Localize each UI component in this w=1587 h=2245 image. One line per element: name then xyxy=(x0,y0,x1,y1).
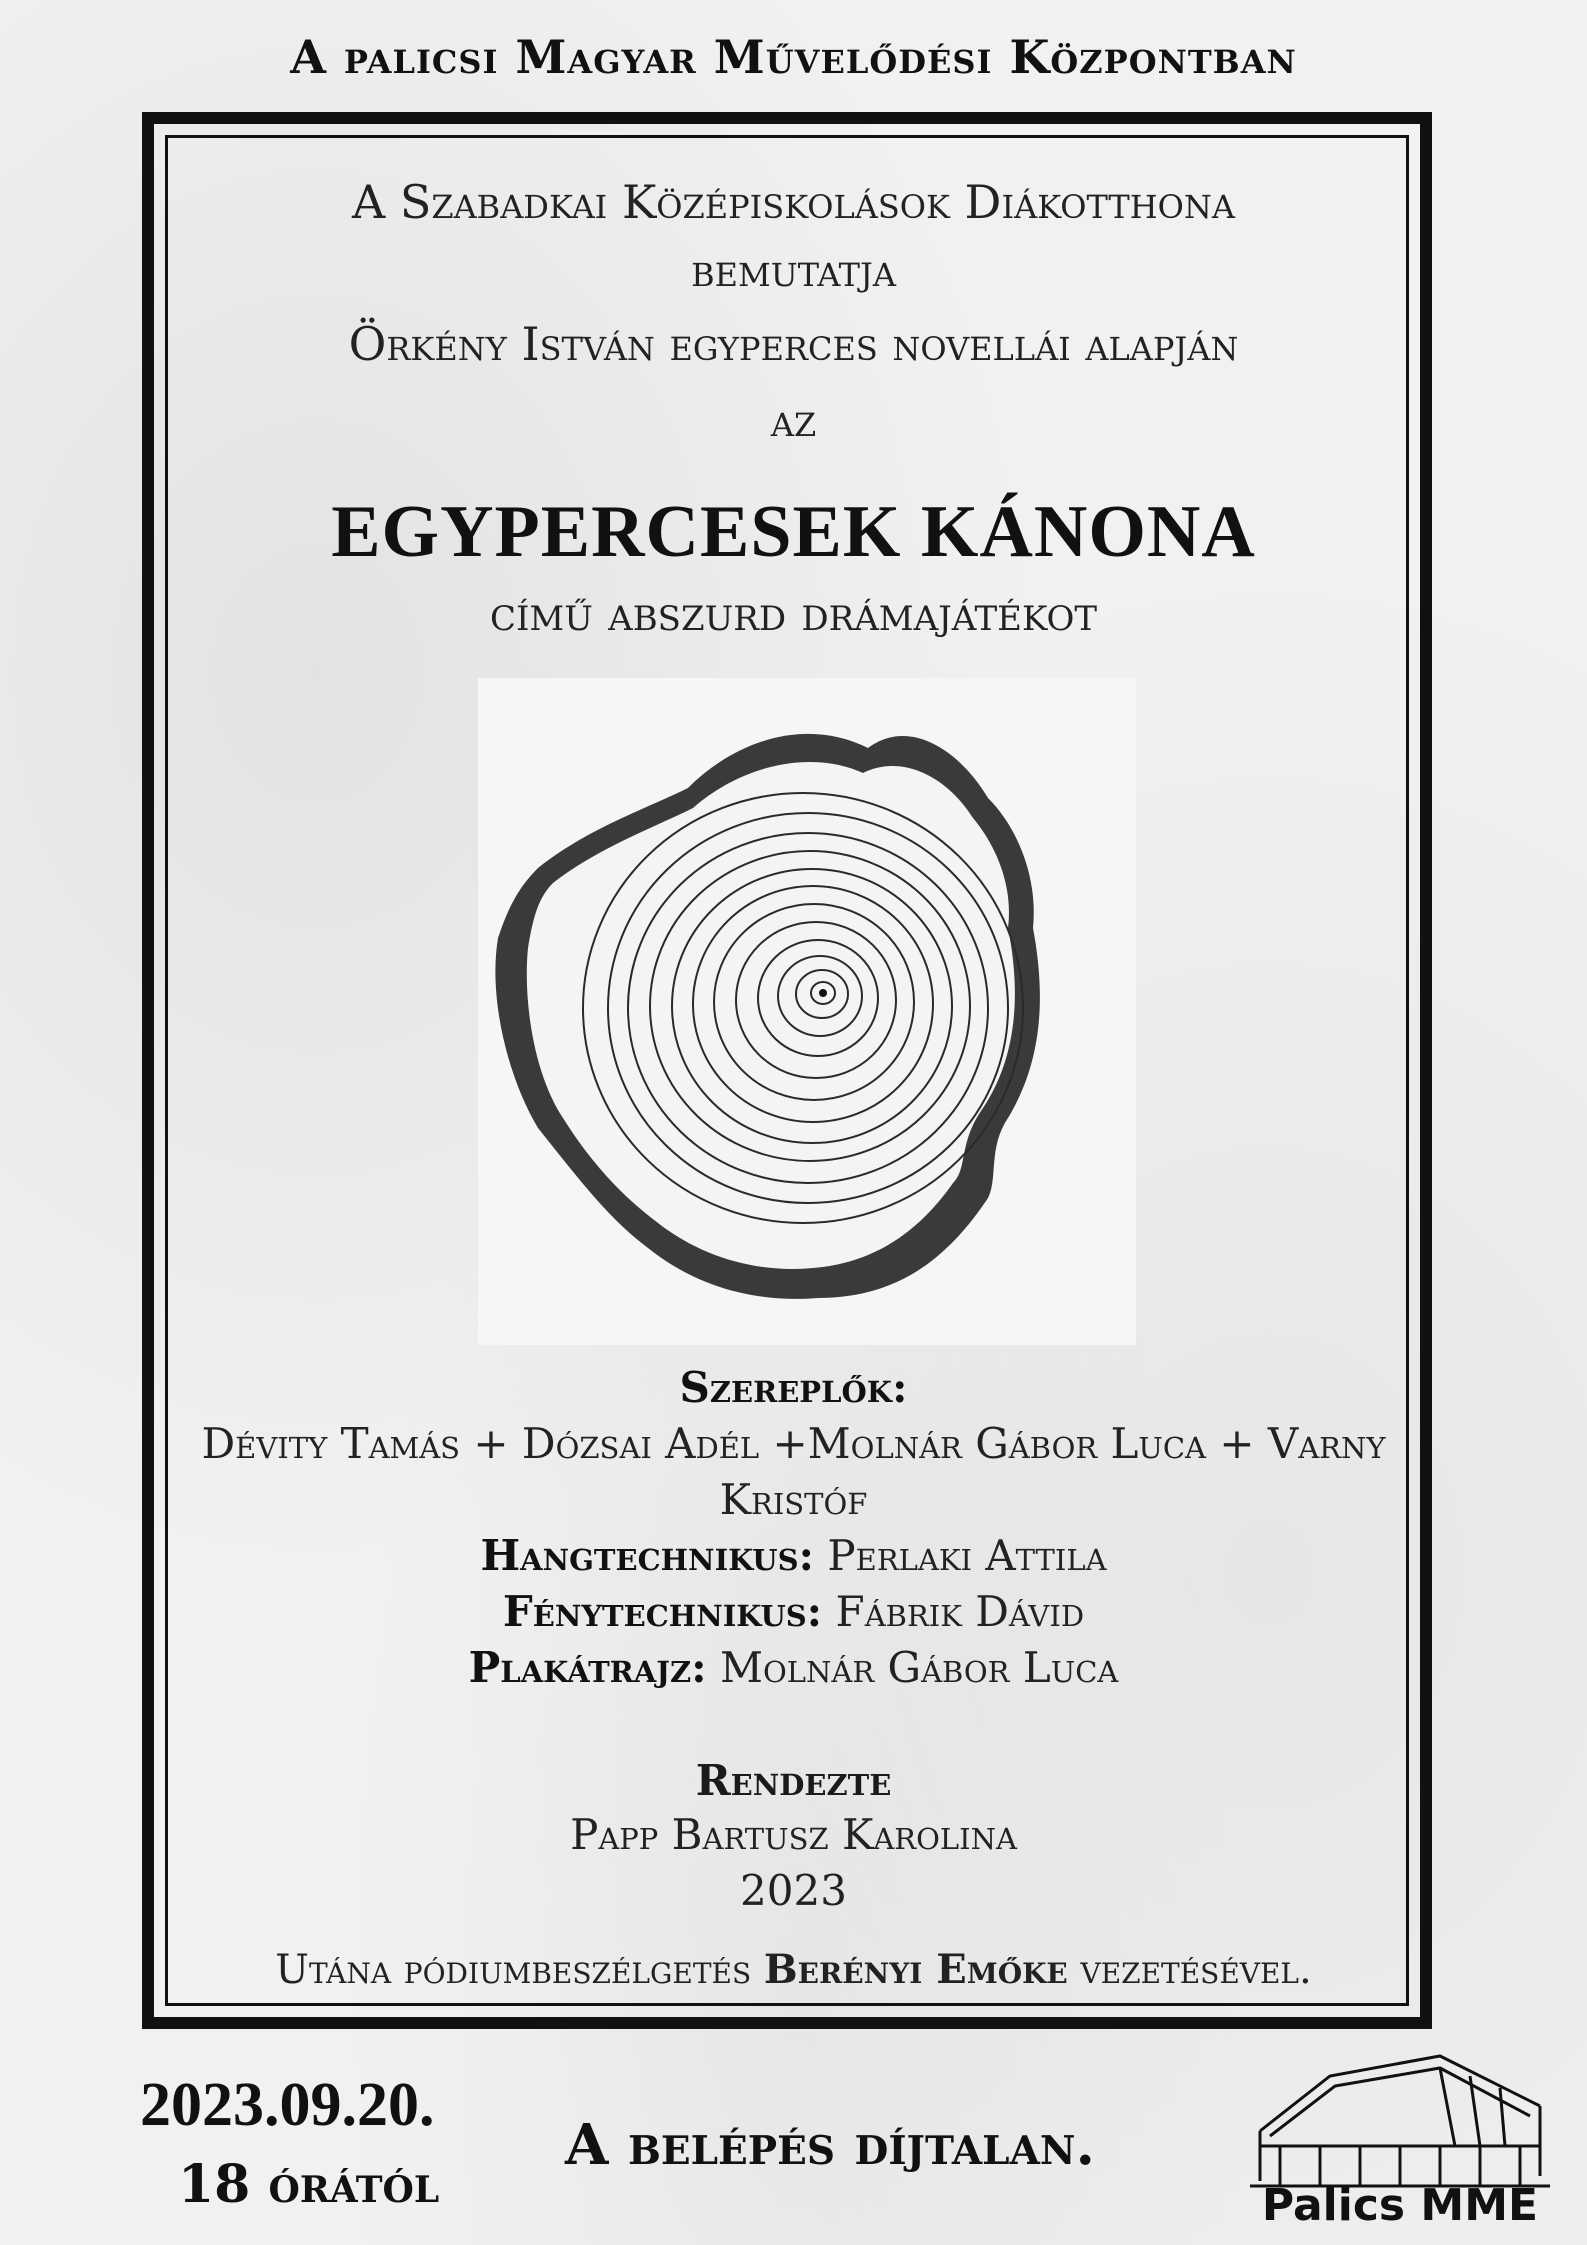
play-subtitle: című abszurd drámajátékot xyxy=(489,586,1098,642)
intro-line-4: az xyxy=(770,393,817,447)
intro-line-2: bemutatja xyxy=(691,243,896,297)
event-time: 18 órától xyxy=(178,2154,440,2215)
after-suffix: vezetésével. xyxy=(1080,1947,1312,1993)
director-year: 2023 xyxy=(740,1866,847,1915)
intro-line-1: A Szabadkai Középiskolások Diákotthona xyxy=(351,175,1236,229)
light-name: Fábrik Dávid xyxy=(835,1587,1085,1636)
logo-text: Palics MME xyxy=(1261,2180,1539,2231)
venue-line: A palicsi Magyar Művelődési Központban xyxy=(290,30,1297,84)
credits-block xyxy=(0,1360,1587,1696)
intro-line-3: Örkény István egyperces novellái alapján xyxy=(348,317,1239,371)
tree-rings-illustration-icon xyxy=(478,678,1136,1345)
sound-credit xyxy=(0,1528,1587,1584)
light-label: Fénytechnikus: xyxy=(502,1587,823,1636)
cast-line-1: Dévity Tamás + Dózsai Adél +Molnár Gábor Luca + Varny xyxy=(201,1419,1386,1468)
sound-name: Perlaki Attila xyxy=(827,1531,1107,1580)
poster-name: Molnár Gábor Luca xyxy=(720,1643,1119,1692)
director-label: Rendezte xyxy=(695,1756,892,1805)
cast-label: Szereplők: xyxy=(679,1363,908,1412)
event-date: 2023.09.20. xyxy=(140,2071,435,2139)
play-title: EGYPERCESEK KÁNONA xyxy=(331,491,1256,573)
poster-label: Plakátrajz: xyxy=(468,1643,707,1692)
director-name: Papp Bartusz Karolina xyxy=(570,1810,1017,1859)
after-host: Berényi Emőke xyxy=(763,1946,1068,1993)
cast-line-2: Kristóf xyxy=(719,1475,868,1524)
intro-block xyxy=(0,162,1587,460)
light-credit xyxy=(0,1584,1587,1640)
poster-credit xyxy=(0,1640,1587,1696)
after-prefix: Utána pódiumbeszélgetés xyxy=(275,1947,752,1993)
entry-note: A belépés díjtalan. xyxy=(565,2112,1095,2178)
sound-label: Hangtechnikus: xyxy=(480,1531,815,1580)
after-show-note xyxy=(0,1946,1587,1993)
